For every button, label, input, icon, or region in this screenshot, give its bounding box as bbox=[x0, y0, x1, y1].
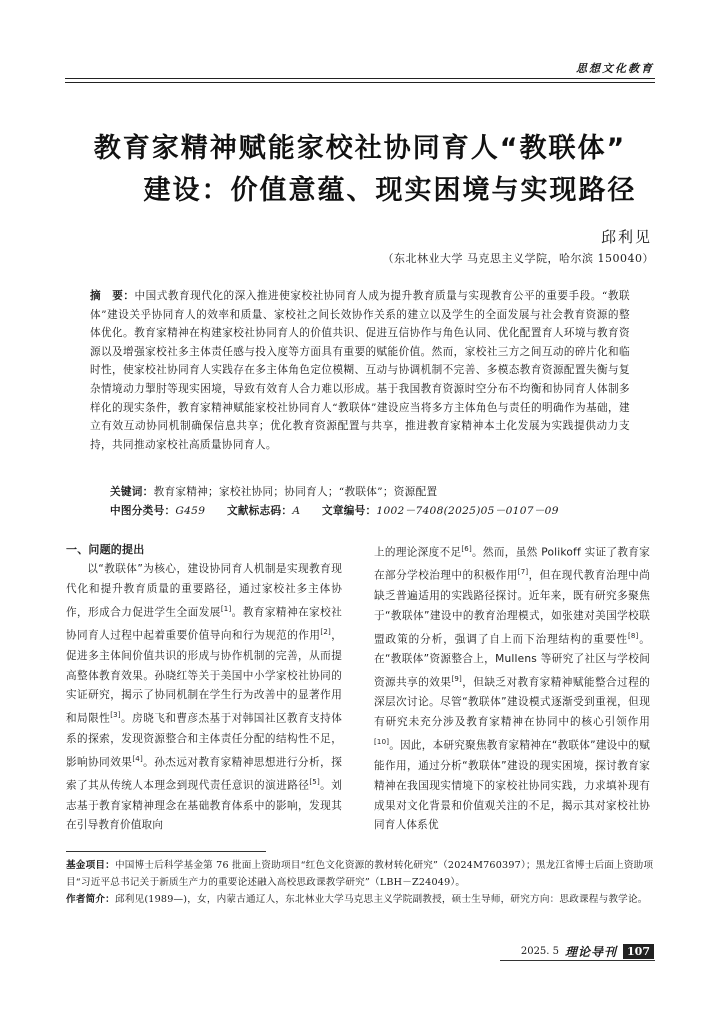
footnote-rule bbox=[66, 851, 266, 852]
abstract bbox=[90, 287, 630, 454]
abstract-text: 中国式教育现代化的深入推进使家校社协同育人成为提升教育质量与实现教育公平的重要手段。“教联体”建设关乎协同育人的效率和质量、家校社之间长效协作关系的建立以及学生的全面发展与社会教育资源的整体优化。教育家精神在构建家校社协同育人的价值共识、促进互信协作与角色认同、优化配置育人环境与教育资源以及增强家校社多主体责任感与投入度等方面具有重要的赋能价值。然而，家校社三方之间互动的碎片化和临时性，使家校社协同育人实践存在多主体角色定位模糊、互动与协调机制不完善、多模态教育资源配置失衡与复杂情境动力掣肘等现实困境，导致有效育人合力难以形成。基于我国教育资源时空分布不均衡和协同育人体制多样化的现实条件，教育家精神赋能家校社协同育人“教联体”建设应当将多方主体角色与责任的明确作为基础，建立有效互动协同机制确保信息共享；优化教育资源配置与共享，推进教育家精神本土化发展为实践提供动力支持，共同推动家校社高质量协同育人。 bbox=[90, 290, 630, 451]
issue-number: 2025. 5 bbox=[520, 945, 560, 957]
title-line-1: 教育家精神赋能家校社协同育人“教联体” bbox=[93, 133, 627, 164]
author-name: 邱利见 bbox=[600, 228, 652, 246]
abstract-label: 摘 要： bbox=[90, 290, 135, 302]
title-line-2: 建设：价值意蕴、现实困境与实现路径 bbox=[143, 175, 637, 206]
doc-value: A bbox=[292, 505, 301, 517]
body-column-left bbox=[66, 540, 342, 836]
doc-label: 文献标志码： bbox=[226, 505, 293, 517]
page-number: 107 bbox=[623, 944, 654, 959]
affiliation: （东北林业大学 马克思主义学院，哈尔滨 150040） bbox=[382, 252, 654, 265]
header-rule-thin bbox=[65, 82, 655, 83]
clc-label: 中图分类号： bbox=[110, 505, 176, 517]
fund-text: 中国博士后科学基金第 76 批面上资助项目“红色文化资源的教材转化研究”（2024M760397）；黑龙江省博士后面上资助项目“习近平总书记关于新质生产力的重要论述融入高校思政课教学研究”（LBH－Z24049）。 bbox=[66, 860, 654, 888]
keywords bbox=[110, 484, 437, 499]
author-bio-label: 作者简介： bbox=[66, 894, 115, 905]
body-column-right bbox=[374, 540, 650, 836]
body-paragraph-left: 以“教联体”为核心，建设协同育人机制是实现教育现代化和提升教育质量的重要路径，通过家校社多主体协作，形成合力促进学生全面发展[1]。教育家精神在家校社协同育人过程中起着重要价值导向和行为规范的作用[2]，促进多主体间价值共识的形成与协作机制的完善，从而提高整体教育效果。孙晓红等关于美国中小学家校社协同的实证研究，揭示了协同机制在学生行为改善中的显著作用和局限性[3]。房晓飞和曹彦杰基于对韩国社区教育支持体系的探索，发现资源整合和主体责任分配的结构性不足，影响协同效果[4]。孙杰远对教育家精神思想进行分析，探索了其从传统人本理念到现代责任意识的演进路径[5]。刘志基于教育家精神理念在基础教育体系中的影响，发现其在引导教育价值取向 bbox=[66, 562, 342, 832]
keywords-label: 关键词： bbox=[110, 486, 154, 498]
fund-label: 基金项目： bbox=[66, 860, 115, 871]
journal-name: 理论导刊 bbox=[565, 944, 618, 959]
body-paragraph-right: 上的理论深度不足[6]。然而，虽然 Polikoff 实证了教育家在部分学校治理中的积极作用[7]，但在现代教育治理中尚缺乏普遍适用的实践路径探讨。近年来，既有研究多聚焦于“教联体”建设中的教育治理模式，如张建对美国学校联盟政策的分析，强调了自上而下治理结构的重要性[8]。在“教联体”资源整合上，Mullens 等研究了社区与学校间资源共享的效果[9]，但缺乏对教育家精神赋能整合过程的深层次讨论。尽管“教联体”建设模式逐渐受到重视，但现有研究未充分涉及教育家精神在协同中的核心引领作用[10]。因此，本研究聚焦教育家精神在“教联体”建设中的赋能作用，通过分析“教联体”建设的现实困境，探讨教育家精神在我国现实情境下的家校社协同实践，力求填补现有成果对文化背景和价值观关注的不足，揭示其对家校社协同育人体系优 bbox=[374, 545, 650, 832]
section-label: 思想文化教育 bbox=[576, 62, 654, 75]
keywords-text: 教育家精神；家校社协同；协同育人；“教联体”；资源配置 bbox=[153, 486, 438, 498]
footnotes bbox=[66, 857, 656, 908]
clc-value: G459 bbox=[175, 505, 206, 517]
fund-note bbox=[66, 857, 656, 891]
author-bio-text: 邱利见(1989—)，女，内蒙古通辽人，东北林业大学马克思主义学院副教授，硕士生导师，研究方向：思政课程与教学论。 bbox=[114, 894, 648, 905]
section-heading: 一、问题的提出 bbox=[66, 543, 145, 556]
header-rule bbox=[65, 78, 655, 79]
article-value: 1002－7408(2025)05－0107－09 bbox=[376, 505, 559, 517]
footer-rule bbox=[500, 960, 655, 961]
classification bbox=[110, 503, 577, 518]
page-footer bbox=[521, 943, 654, 959]
article-label: 文章编号： bbox=[321, 505, 377, 517]
author-note bbox=[66, 891, 656, 908]
